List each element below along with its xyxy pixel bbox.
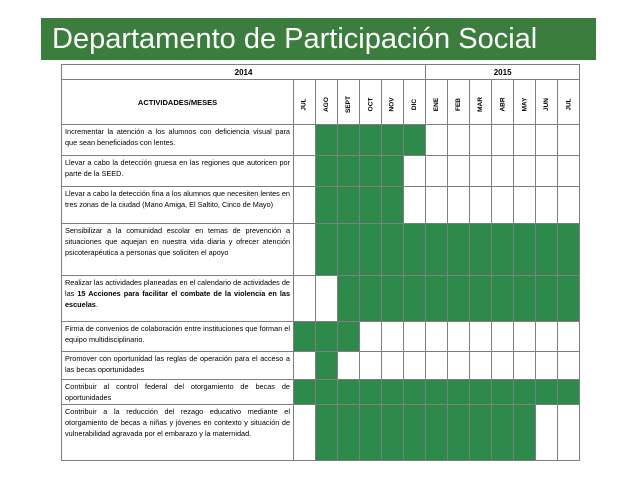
scheduled-month-cell [360, 380, 382, 405]
empty-month-cell [426, 352, 448, 380]
empty-month-cell [492, 352, 514, 380]
month-label: FEB [455, 98, 463, 111]
scheduled-month-cell [514, 405, 536, 461]
activity-description [62, 352, 294, 380]
activity-text: Llevar a cabo la detección gruesa en las regiones que autoricen por parte de la SEED. [65, 158, 290, 178]
empty-month-cell [492, 156, 514, 187]
month-label: NOV [389, 97, 396, 112]
empty-month-cell [558, 405, 580, 461]
scheduled-month-cell [360, 187, 382, 224]
empty-month-cell [514, 322, 536, 352]
activities-header: ACTIVIDADES/MESES [62, 80, 294, 125]
scheduled-month-cell [382, 224, 404, 276]
month-header [492, 80, 514, 125]
table-row [62, 322, 580, 352]
month-label: MAR [477, 97, 485, 112]
empty-month-cell [294, 125, 316, 156]
activity-description [62, 380, 294, 405]
scheduled-month-cell [426, 276, 448, 322]
month-header [382, 80, 404, 125]
scheduled-month-cell [338, 224, 360, 276]
empty-month-cell [360, 322, 382, 352]
empty-month-cell [536, 156, 558, 187]
table-row [62, 405, 580, 461]
table-row [62, 156, 580, 187]
scheduled-month-cell [448, 276, 470, 322]
empty-month-cell [448, 322, 470, 352]
scheduled-month-cell [536, 224, 558, 276]
activity-description [62, 276, 294, 322]
scheduled-month-cell [470, 276, 492, 322]
table-row [62, 187, 580, 224]
month-header [426, 80, 448, 125]
empty-month-cell [426, 125, 448, 156]
empty-month-cell [470, 187, 492, 224]
scheduled-month-cell [294, 322, 316, 352]
month-header [536, 80, 558, 125]
month-header [316, 80, 338, 125]
scheduled-month-cell [448, 380, 470, 405]
activity-text: Contribuir a la reducción del rezago educativo mediante el otorgamiento de becas a niñas y jóvenes en contexto y situación de vulnerabilidad agravada por el embarazo y la maternidad. [65, 407, 290, 438]
activity-text: Llevar a cabo la detección fina a los alumnos que necesiten lentes en tres zonas de la ciudad (Mano Amiga, El Saltito, Cinco de Mayo) [65, 189, 290, 209]
empty-month-cell [558, 352, 580, 380]
empty-month-cell [558, 187, 580, 224]
activity-description [62, 125, 294, 156]
empty-month-cell [448, 156, 470, 187]
empty-month-cell [514, 156, 536, 187]
scheduled-month-cell [558, 380, 580, 405]
scheduled-month-cell [382, 125, 404, 156]
scheduled-month-cell [404, 405, 426, 461]
empty-month-cell [492, 322, 514, 352]
page-title: Departamento de Participación Social [41, 18, 596, 60]
scheduled-month-cell [338, 405, 360, 461]
empty-month-cell [404, 322, 426, 352]
empty-month-cell [470, 125, 492, 156]
month-label: JUL [565, 98, 573, 111]
empty-month-cell [470, 156, 492, 187]
empty-month-cell [536, 125, 558, 156]
scheduled-month-cell [558, 224, 580, 276]
empty-month-cell [426, 187, 448, 224]
scheduled-month-cell [470, 224, 492, 276]
month-label: ABR [499, 97, 507, 112]
empty-month-cell [404, 156, 426, 187]
empty-month-cell [492, 125, 514, 156]
scheduled-month-cell [316, 380, 338, 405]
empty-month-cell [404, 352, 426, 380]
table-row [62, 380, 580, 405]
activity-rows [62, 125, 580, 461]
month-label: ENE [433, 97, 441, 112]
year-2015: 2015 [426, 65, 580, 80]
activity-description [62, 322, 294, 352]
scheduled-month-cell [316, 352, 338, 380]
empty-month-cell [448, 125, 470, 156]
activity-text: . [95, 300, 98, 309]
month-header [558, 80, 580, 125]
scheduled-month-cell [470, 380, 492, 405]
scheduled-month-cell [448, 224, 470, 276]
month-header [294, 80, 316, 125]
empty-month-cell [404, 187, 426, 224]
scheduled-month-cell [360, 156, 382, 187]
month-label: JUL [301, 98, 308, 111]
scheduled-month-cell [448, 405, 470, 461]
activity-text: 15 Acciones para facilitar el combate de la violencia en las escuelas [65, 289, 291, 309]
empty-month-cell [426, 322, 448, 352]
empty-month-cell [558, 322, 580, 352]
scheduled-month-cell [536, 276, 558, 322]
month-header [514, 80, 536, 125]
scheduled-month-cell [360, 405, 382, 461]
scheduled-month-cell [316, 156, 338, 187]
year-2014: 2014 [62, 65, 426, 80]
empty-month-cell [514, 187, 536, 224]
scheduled-month-cell [514, 380, 536, 405]
month-label: MAY [521, 97, 529, 112]
empty-month-cell [382, 352, 404, 380]
scheduled-month-cell [514, 276, 536, 322]
month-header [470, 80, 492, 125]
table-row [62, 125, 580, 156]
empty-month-cell [536, 322, 558, 352]
empty-month-cell [448, 352, 470, 380]
empty-month-cell [338, 352, 360, 380]
empty-month-cell [470, 322, 492, 352]
scheduled-month-cell [404, 276, 426, 322]
month-header-row [62, 80, 580, 125]
empty-month-cell [492, 187, 514, 224]
scheduled-month-cell [426, 224, 448, 276]
empty-month-cell [558, 125, 580, 156]
empty-month-cell [316, 276, 338, 322]
scheduled-month-cell [294, 380, 316, 405]
month-label: AGO [323, 97, 330, 112]
empty-month-cell [382, 322, 404, 352]
scheduled-month-cell [360, 224, 382, 276]
activity-description [62, 224, 294, 276]
scheduled-month-cell [316, 405, 338, 461]
empty-month-cell [294, 352, 316, 380]
empty-month-cell [536, 352, 558, 380]
scheduled-month-cell [360, 276, 382, 322]
scheduled-month-cell [382, 380, 404, 405]
scheduled-month-cell [338, 187, 360, 224]
scheduled-month-cell [382, 187, 404, 224]
activity-text: Sensibilizar a la comunidad escolar en temas de prevención a situaciones que aquejan en nuestra vida diaria y ofrecer atención psicoterapéutica a personas que soliciten el apoyo [65, 226, 290, 257]
scheduled-month-cell [360, 125, 382, 156]
empty-month-cell [294, 276, 316, 322]
month-header [338, 80, 360, 125]
activity-text: Promover con oportunidad las reglas de operación para el acceso a las becas oportunidades [65, 354, 290, 374]
scheduled-month-cell [514, 224, 536, 276]
scheduled-month-cell [316, 187, 338, 224]
empty-month-cell [536, 187, 558, 224]
scheduled-month-cell [338, 276, 360, 322]
month-header [448, 80, 470, 125]
activity-description [62, 156, 294, 187]
empty-month-cell [514, 352, 536, 380]
scheduled-month-cell [404, 125, 426, 156]
empty-month-cell [294, 187, 316, 224]
scheduled-month-cell [382, 276, 404, 322]
empty-month-cell [448, 187, 470, 224]
empty-month-cell [558, 156, 580, 187]
scheduled-month-cell [536, 380, 558, 405]
activity-schedule-table [61, 64, 580, 461]
scheduled-month-cell [558, 276, 580, 322]
scheduled-month-cell [492, 224, 514, 276]
table-row [62, 224, 580, 276]
scheduled-month-cell [316, 224, 338, 276]
scheduled-month-cell [426, 405, 448, 461]
empty-month-cell [536, 405, 558, 461]
scheduled-month-cell [492, 405, 514, 461]
empty-month-cell [294, 405, 316, 461]
month-label: SEPT [344, 96, 352, 113]
month-header [360, 80, 382, 125]
empty-month-cell [294, 224, 316, 276]
scheduled-month-cell [382, 405, 404, 461]
scheduled-month-cell [338, 380, 360, 405]
empty-month-cell [470, 352, 492, 380]
year-header-row [62, 65, 580, 80]
table-row [62, 352, 580, 380]
empty-month-cell [360, 352, 382, 380]
scheduled-month-cell [492, 276, 514, 322]
scheduled-month-cell [316, 322, 338, 352]
scheduled-month-cell [382, 156, 404, 187]
activity-text: Incrementar la atención a los alumnos con deficiencia visual para que sean beneficiados con lentes. [65, 127, 290, 147]
scheduled-month-cell [316, 125, 338, 156]
scheduled-month-cell [470, 405, 492, 461]
scheduled-month-cell [404, 224, 426, 276]
scheduled-month-cell [426, 380, 448, 405]
month-label: OCT [366, 97, 374, 112]
empty-month-cell [294, 156, 316, 187]
month-label: JUN [543, 97, 551, 112]
scheduled-month-cell [492, 380, 514, 405]
scheduled-month-cell [338, 156, 360, 187]
month-header [404, 80, 426, 125]
activity-text: Firma de convenios de colaboración entre instituciones que forman el equipo multidisciplinario. [65, 324, 290, 344]
empty-month-cell [426, 156, 448, 187]
table-row [62, 276, 580, 322]
scheduled-month-cell [404, 380, 426, 405]
activity-description [62, 405, 294, 461]
empty-month-cell [514, 125, 536, 156]
month-label: DIC [411, 98, 419, 111]
scheduled-month-cell [338, 322, 360, 352]
activity-description [62, 187, 294, 224]
scheduled-month-cell [338, 125, 360, 156]
activity-text: Realizar las actividades planeadas en el calendario de actividades de las [65, 278, 290, 298]
activity-text: Contribuir al control federal del otorgamiento de becas de oportunidades [65, 382, 290, 402]
